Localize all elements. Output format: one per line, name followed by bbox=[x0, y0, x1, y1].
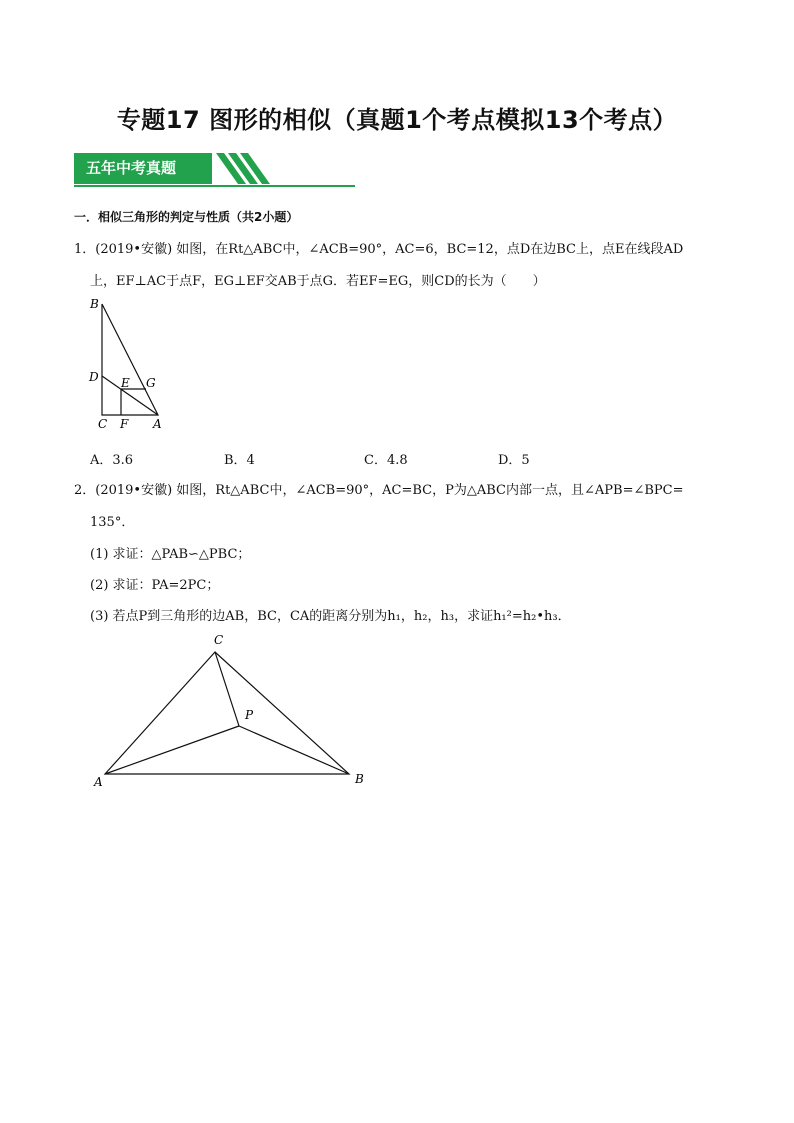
q1-label-f: F bbox=[120, 417, 129, 431]
section-heading: 一．相似三角形的判定与性质（共2小题） bbox=[74, 210, 299, 224]
banner-stripes-decoration bbox=[74, 153, 354, 187]
q1-option-c: C．4.8 bbox=[364, 453, 408, 468]
q1-line2: 上，EF⊥AC于点F，EG⊥EF交AB于点G．若EF=EG，则CD的长为（ ） bbox=[90, 274, 546, 289]
q2-label-b: B bbox=[355, 772, 364, 786]
q2-sub3: (3) 若点P到三角形的边AB，BC，CA的距离分别为h₁，h₂，h₃，求证h₁²=h₂•h₃． bbox=[90, 609, 571, 624]
q2-sub1: (1) 求证：△PAB∽△PBC； bbox=[90, 547, 251, 562]
banner-label: 五年中考真题 bbox=[74, 153, 212, 184]
q1-label-g: G bbox=[146, 376, 156, 390]
banner-underline bbox=[74, 185, 355, 187]
q2-line2: 135°． bbox=[90, 515, 135, 530]
q1-option-d: D．5 bbox=[498, 453, 530, 468]
q1-label-b: B bbox=[90, 297, 99, 311]
q2-sub2: (2) 求证：PA=2PC； bbox=[90, 578, 220, 593]
q1-label-c: C bbox=[98, 417, 108, 431]
q2-label-p: P bbox=[245, 708, 254, 722]
q1-label-a: A bbox=[153, 417, 162, 431]
q1-label-d: D bbox=[89, 370, 99, 384]
q1-figure bbox=[84, 296, 184, 434]
q1-line1: 1．(2019•安徽) 如图，在Rt△ABC中，∠ACB=90°，AC=6，BC=12，点D在边BC上，点E在线段AD bbox=[74, 242, 684, 257]
q1-label-e: E bbox=[121, 376, 130, 390]
section-banner bbox=[74, 153, 354, 187]
q1-option-a: A．3.6 bbox=[90, 453, 134, 468]
q1-option-b: B．4 bbox=[224, 453, 255, 468]
q2-label-c: C bbox=[214, 633, 224, 647]
q2-line1: 2．(2019•安徽) 如图，Rt△ABC中，∠ACB=90°，AC=BC，P为△ABC内部一点，且∠APB=∠BPC= bbox=[74, 483, 684, 498]
q2-label-a: A bbox=[94, 775, 103, 789]
q2-figure bbox=[88, 628, 378, 793]
page-title: 专题17 图形的相似（真题1个考点模拟13个考点） bbox=[116, 106, 678, 134]
